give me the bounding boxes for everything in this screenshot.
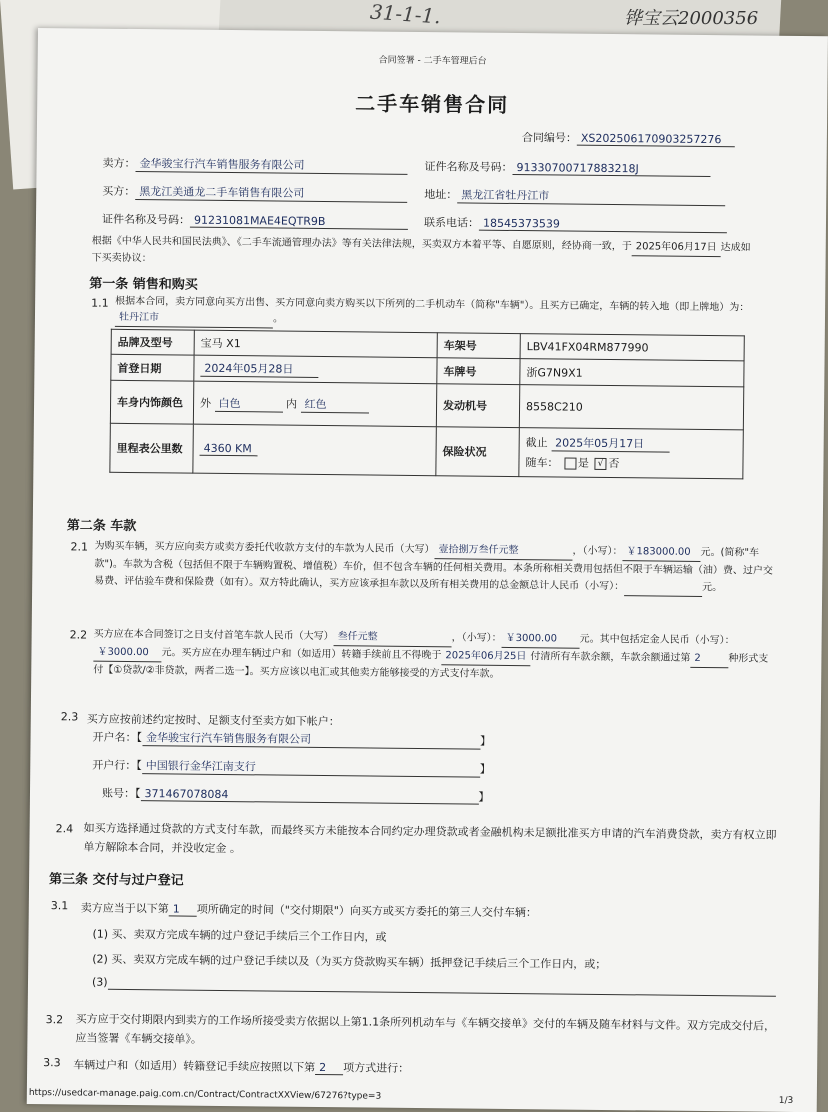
c22-date: 2025年06月25日 <box>441 647 530 666</box>
c31-option-1: (1) 买、卖双方完成车辆的过户登记手续后三个工作日内，或 <box>92 927 387 944</box>
vin-label: 车架号 <box>437 333 520 359</box>
handwritten-corner: 31-1-1. <box>369 0 442 29</box>
bracket-close: 】 <box>478 790 490 804</box>
clause-3-1-number: 3.1 <box>50 899 69 913</box>
c31-option-3 <box>92 976 776 997</box>
insurance-cell <box>519 428 744 479</box>
seller-label: 卖方： <box>102 156 136 171</box>
preamble <box>92 234 752 274</box>
c31-option-3-blank <box>108 976 776 997</box>
c22-deposit: ￥3000.00 <box>93 644 161 663</box>
buyer-address-value: 黑龙江省牡丹江市 <box>457 186 725 206</box>
option-no-label: 否 <box>608 456 620 471</box>
plate-label: 车牌号 <box>437 358 520 385</box>
page-header: 合同签署 - 二手车管理后台 <box>378 55 487 67</box>
checkbox-no[interactable]: √ <box>594 458 606 470</box>
c22-first: ￥3000.00 <box>502 630 580 649</box>
brand-value: 宝马 X1 <box>194 330 437 358</box>
seller-cert-row <box>424 158 710 177</box>
c31-text-b: 项所确定的时间（"交付期限"）向买方或买方委托的第三人交付车辆： <box>196 902 537 920</box>
buyer-cert-label: 证件名称及号码： <box>101 212 191 227</box>
mileage-label: 里程表公里数 <box>110 423 194 473</box>
c22-text-b: ，（小写）： <box>451 632 502 644</box>
c31-text-a: 卖方应当于以下第 <box>80 901 169 916</box>
c21-amount: ￥183000.00 <box>622 543 700 562</box>
account-number-row <box>102 785 490 805</box>
clause-3-3-number: 3.3 <box>43 1056 61 1070</box>
buyer-phone-value: 18545373539 <box>479 217 727 234</box>
color-label: 车身内饰颜色 <box>110 380 193 424</box>
article-2-title: 第二条 车款 <box>66 518 137 535</box>
bracket-close: 】 <box>479 734 492 748</box>
footer-url[interactable]: https://usedcar-manage.paig.com.cn/Contract/ContractXXView/67276?type=3 <box>28 1087 382 1102</box>
clause-2-1-number: 2.1 <box>70 540 89 554</box>
buyer-cert-row <box>102 211 408 230</box>
with-car-label: 随车： <box>525 456 559 470</box>
clause-2-1 <box>94 538 775 598</box>
c22-first-cn: 叁仟元整 <box>334 628 452 647</box>
mileage-cell <box>193 424 436 476</box>
c33-option: 2 <box>315 1061 343 1075</box>
interior-color: 红色 <box>300 395 368 413</box>
mileage-value: 4360 KM <box>200 442 258 457</box>
engine-label: 发动机号 <box>436 384 519 428</box>
bracket-close: 】 <box>479 762 491 776</box>
clause-2-2-number: 2.2 <box>69 628 88 642</box>
buyer-address-label: 地址： <box>424 188 458 202</box>
contract-number-label: 合同编号： <box>521 131 577 145</box>
account-number-label: 账号：【 <box>101 786 141 801</box>
buyer-address-row <box>424 186 725 206</box>
c22-text-c: 元。其中包括定金人民币（小写）： <box>579 633 735 647</box>
c22-text-e: 付清所有车款余额，车款余额通过第 <box>530 651 691 664</box>
clause-2-4: 如买方选择通过贷款的方式支付车款，而最终买方未能按本合同约定办理贷款或者金融机构未足额批准买方申请的汽车消费贷款，卖方有权立即单方解除本合同，并没收定金 。 <box>83 821 777 856</box>
c21-text-c: 元。(简称"车款")。车款为含税（包括但不限于车辆购置税、增值税）车价，但不包含车辆的任何相关费用。本条所称相关费用包括但不限于车辆运输（油）费、过户交易费、评估验车费和保险费（如有）。双方特此确认，买方应该承担车款以及所有相关费用的总金额总计人民币（小写）： <box>94 546 773 593</box>
plate-value: 浙G7N9X1 <box>520 359 744 387</box>
clause-3-3 <box>73 1056 409 1076</box>
buyer-row <box>102 183 407 203</box>
bank-row <box>92 757 491 778</box>
color-cell <box>193 381 436 427</box>
c21-text-a: 为购买车辆，买方应向卖方或卖方委托代收款方支付的车款为人民币（大写） <box>94 540 435 556</box>
clause-2-4-number: 2.4 <box>55 822 74 836</box>
table-row <box>110 380 743 430</box>
preamble-date: 2025年06月17日 <box>632 239 721 257</box>
buyer-phone-label: 联系电话： <box>423 216 480 230</box>
c21-amount-cn: 壹拾捌万叁仟元整 <box>434 541 572 560</box>
exterior-color: 白色 <box>214 394 282 412</box>
brand-label: 品牌及型号 <box>111 329 194 355</box>
contract-page <box>27 28 828 1112</box>
page-number: 1/3 <box>778 1095 794 1106</box>
buyer-value: 黑龙江美通龙二手车销售有限公司 <box>135 183 407 203</box>
clause-2-3-number: 2.3 <box>60 710 79 724</box>
preamble-text: 根据《中华人民共和国民法典》、《二手车流通管理办法》等有关法律法规，买卖双方本着平等、自愿原则，经协商一致，于 <box>91 235 632 253</box>
interior-prefix: 内 <box>286 397 298 411</box>
contract-number-value: XS202506170903257276 <box>577 132 735 148</box>
clause-2-2 <box>93 626 774 686</box>
seller-cert-label: 证件名称及号码： <box>424 160 513 174</box>
contract-title: 二手车销售合同 <box>355 91 510 117</box>
exterior-prefix: 外 <box>200 396 212 410</box>
checkbox-yes[interactable] <box>564 458 576 470</box>
c21-text-d: 元。 <box>702 581 723 594</box>
account-name-label: 开户名：【 <box>92 730 143 745</box>
c21-total-blank <box>624 578 702 597</box>
table-row <box>110 423 743 479</box>
insurance-until-date: 2025年05月17日 <box>551 434 669 452</box>
clause-1-1-text: 根据本合同，卖方同意向买方出售、买方同意向卖方购买以下所列的二手机动车（简称"车辆"）。且买方已确定，车辆的转入地（即上牌地）为： <box>115 295 750 314</box>
clause-1-1: 根据本合同，卖方同意向买方出售、买方同意向卖方购买以下所列的二手机动车（简称"车辆"）。且买方已确定，车辆的转入地（即上牌地）为：牡丹江市 。 <box>115 294 751 334</box>
insurance-label: 保险状况 <box>436 427 520 477</box>
buyer-label: 买方： <box>102 184 136 199</box>
handwritten-note: 铧宝云2000356 <box>624 8 759 29</box>
account-name-row <box>92 729 491 750</box>
c31-option-3-label: (3) <box>91 975 108 989</box>
clause-3-2-number: 3.2 <box>45 1013 64 1027</box>
clause-2-3-text: 买方应按前述约定按时、足额支付至卖方如下帐户： <box>86 712 340 729</box>
reg-date-value: 2024年05月28日 <box>200 360 318 378</box>
c22-way: 2 <box>690 650 728 668</box>
option-yes-label: 是 <box>577 456 590 470</box>
c33-text-a: 车辆过户和（如适用）转籍登记手续应按照以下第 <box>73 1058 316 1074</box>
article-1-title: 第一条 销售和购买 <box>89 276 198 293</box>
transfer-city: 牡丹江市 <box>115 310 273 329</box>
clause-3-2: 买方应于交付期限内到卖方的工作场所接受卖方依据以上第1.1条所列机动车与《车辆交接单》交付的车辆及随车材料与文件。双方完成交付后，应当签署《车辆交接单》。 <box>75 1012 776 1046</box>
c21-text-b: ，（小写）： <box>572 545 623 558</box>
account-name-value: 金华骏宝行汽车销售服务有限公司 <box>142 729 480 750</box>
c31-option: 1 <box>169 902 197 916</box>
c22-text-f: 种形式支付【①贷款/②非贷款，两者二选一】。买方应该以电汇或其他卖方能够接受的方式支付车款。 <box>93 653 769 680</box>
preamble-end: 达成如下买卖协议： <box>91 242 751 265</box>
clause-1-1-number: 1.1 <box>91 296 109 310</box>
c33-text-b: 项方式进行： <box>343 1061 410 1075</box>
c31-option-2: (2) 买、卖双方完成车辆的过户登记手续以及（为买方贷款购买车辆）抵押登记手续后三个工作日内，或； <box>92 952 607 972</box>
contract-number <box>522 129 735 147</box>
bank-label: 开户行：【 <box>92 758 142 773</box>
vin-value: LBV41FX04RM877990 <box>520 334 744 361</box>
seller-value: 金华骏宝行汽车销售服务有限公司 <box>135 155 407 175</box>
seller-cert-value: 91330700717883218J <box>512 161 710 177</box>
article-3-title: 第三条 交付与过户登记 <box>49 872 184 889</box>
account-number-value: 371467078084 <box>140 787 478 805</box>
c22-text-d: 元。买方应在办理车辆过户和（如适用）转籍手续前且不得晚于 <box>161 647 442 662</box>
bank-value: 中国银行金华江南支行 <box>142 757 480 778</box>
c22-text-a: 买方应在本合同签订之日支付首笔车款人民币（大写） <box>93 628 334 643</box>
clause-3-1 <box>81 899 537 920</box>
vehicle-table <box>109 329 744 480</box>
reg-date-cell <box>194 355 437 384</box>
engine-value: 8558C210 <box>519 385 743 430</box>
seller-row <box>102 155 407 175</box>
reg-date-label: 首登日期 <box>111 354 194 381</box>
buyer-cert-value: 91231081MAE4EQTR9B <box>190 214 408 230</box>
buyer-phone-row <box>424 214 727 233</box>
insurance-until-prefix: 截止 <box>525 436 548 450</box>
